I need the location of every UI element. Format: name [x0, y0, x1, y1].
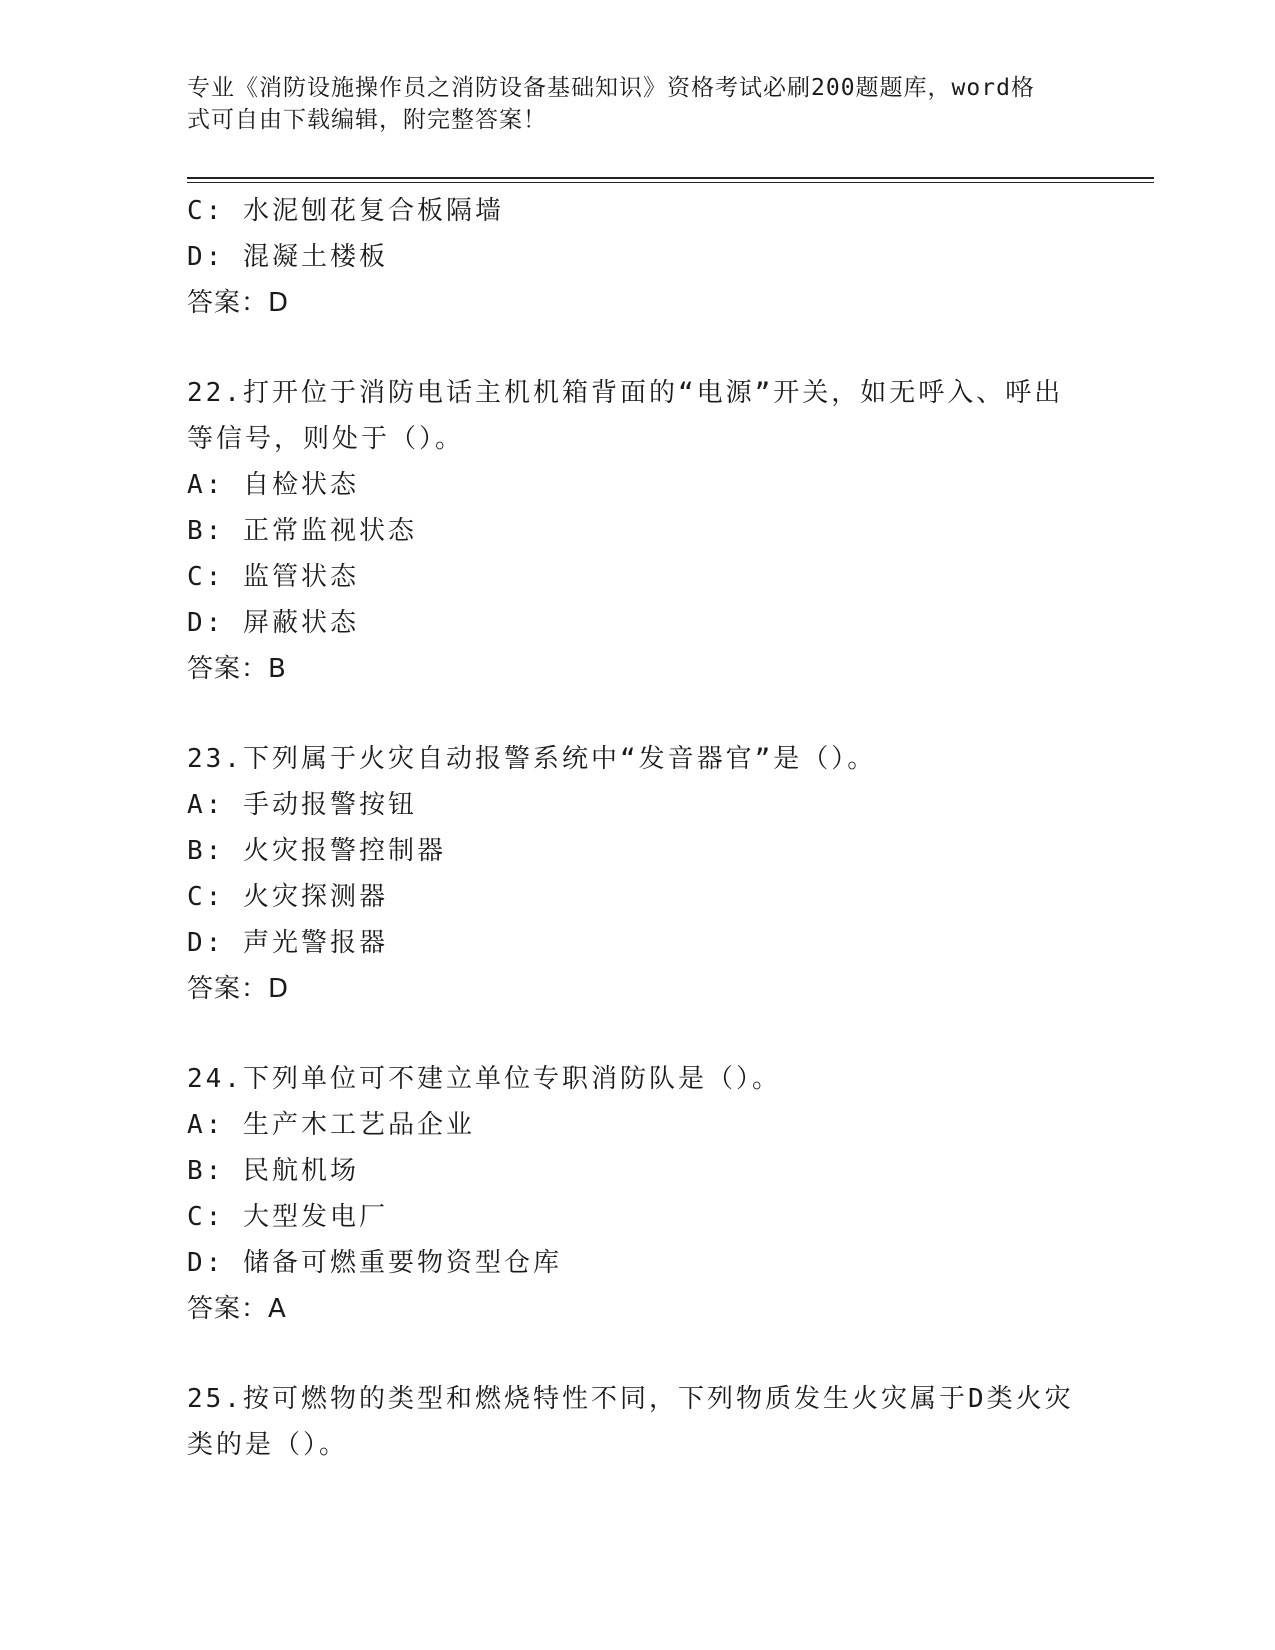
option-d: D: 屏蔽状态 — [187, 608, 359, 638]
answer-line: 答案：A — [187, 1294, 287, 1324]
option-b: B: 火灾报警控制器 — [187, 836, 446, 866]
header-line-2: 式可自由下载编辑，附完整答案！ — [187, 107, 547, 133]
question-list — [187, 188, 1087, 1468]
option-d: D: 声光警报器 — [187, 928, 388, 958]
question-22 — [187, 370, 1087, 692]
option-c: C: 监管状态 — [187, 562, 359, 592]
document-header — [187, 72, 1067, 136]
question-23 — [187, 736, 1087, 1012]
option-b: B: 民航机场 — [187, 1156, 359, 1186]
option-c: C: 大型发电厂 — [187, 1202, 388, 1232]
option-b: B: 正常监视状态 — [187, 516, 417, 546]
option-a: A: 自检状态 — [187, 470, 359, 500]
question-text-line: 22.打开位于消防电话主机机箱背面的“电源”开关，如无呼入、呼出 — [187, 378, 1064, 408]
question-24 — [187, 1056, 1087, 1332]
question-25 — [187, 1376, 1087, 1468]
question-text-line: 24.下列单位可不建立单位专职消防队是（）。 — [187, 1064, 781, 1094]
option-a: A: 生产木工艺品企业 — [187, 1110, 475, 1140]
option-d: D: 混凝土楼板 — [187, 242, 388, 272]
answer-line: 答案：D — [187, 288, 290, 318]
question-text-line: 25.按可燃物的类型和燃烧特性不同，下列物质发生火灾属于D类火灾 — [187, 1384, 1074, 1414]
option-d: D: 储备可燃重要物资型仓库 — [187, 1248, 562, 1278]
option-c: C: 火灾探测器 — [187, 882, 388, 912]
option-c: C: 水泥刨花复合板隔墙 — [187, 196, 504, 226]
question-text-line: 等信号，则处于（）。 — [187, 424, 465, 454]
answer-line: 答案：B — [187, 654, 287, 684]
header-line-1: 专业《消防设施操作员之消防设备基础知识》资格考试必刷200题题库，word格 — [187, 75, 1035, 101]
header-divider-thick — [187, 177, 1154, 179]
answer-line: 答案：D — [187, 974, 290, 1004]
option-a: A: 手动报警按钮 — [187, 790, 417, 820]
header-divider-thin — [187, 182, 1154, 183]
question-text-line: 类的是（）。 — [187, 1430, 349, 1460]
question-fragment — [187, 188, 1087, 326]
question-text-line: 23.下列属于火灾自动报警系统中“发音器官”是（）。 — [187, 744, 877, 774]
